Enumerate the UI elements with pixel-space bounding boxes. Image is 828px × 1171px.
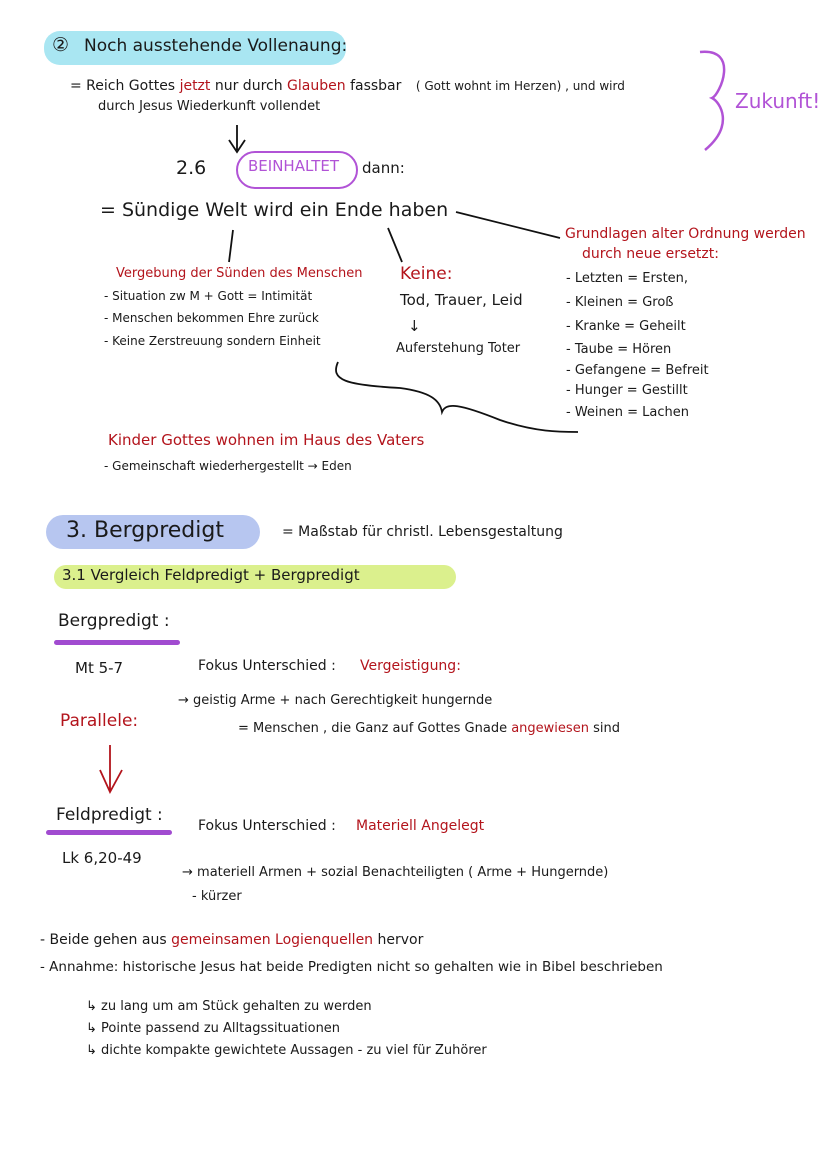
bergpredigt-ref: Mt 5-7: [75, 659, 124, 677]
vergebung-title: Vergebung der Sünden des Menschen: [116, 266, 363, 281]
list-item: - Kranke = Geheilt: [566, 319, 686, 334]
feld-point: → materiell Armen + sozial Benachteiligten ( Arme + Hungernde): [182, 865, 609, 880]
dann-word: dann:: [362, 159, 405, 177]
list-item: - Keine Zerstreuung sondern Einheit: [104, 334, 321, 348]
keine-result: Auferstehung Toter: [396, 341, 521, 356]
sub-number: 2.6: [176, 157, 207, 179]
annahme-line: - Annahme: historische Jesus hat beide Predigten nicht so gehalten wie in Bibel beschrieben: [40, 959, 663, 975]
text-fragment: hervor: [377, 932, 424, 948]
list-item: - Menschen bekommen Ehre zurück: [104, 311, 319, 325]
section-heading: 3. Bergpredigt: [66, 518, 224, 543]
red-word: gemeinsamen Logienquellen: [171, 932, 374, 948]
berg-fokus: Vergeistigung:: [360, 658, 461, 674]
beide-line: [40, 932, 423, 948]
main-statement: = Sündige Welt wird ein Ende haben: [100, 199, 449, 221]
keine-title: Keine:: [400, 264, 453, 284]
feld-fokus: Materiell Angelegt: [356, 818, 485, 834]
feldpredigt-ref: Lk 6,20-49: [62, 849, 142, 867]
section-number: ②: [52, 34, 70, 56]
purple-underline: [46, 830, 172, 835]
berg-point: [238, 722, 620, 737]
text-fragment: = Reich Gottes: [70, 78, 176, 94]
text-fragment: ( Gott wohnt im Herzen) , und wird: [415, 79, 625, 93]
connector-line: [229, 230, 233, 262]
keine-line: Tod, Trauer, Leid: [400, 291, 523, 309]
arrow-shape: [229, 125, 245, 152]
definition-text: = Maßstab für christl. Lebensgestaltung: [282, 524, 563, 540]
fokus-label: Fokus Unterschied :: [198, 818, 336, 834]
feld-point: - kürzer: [192, 889, 242, 904]
text-fragment: = Menschen , die Ganz auf Gottes Gnade: [238, 721, 508, 736]
list-item: - Weinen = Lachen: [566, 405, 689, 420]
list-item: - Hunger = Gestillt: [566, 383, 688, 398]
arrow-shape: [100, 745, 122, 792]
red-word: Glauben: [287, 78, 346, 94]
list-item: - Gefangene = Befreit: [566, 363, 709, 378]
reason-item: ↳ zu lang um am Stück gehalten zu werden: [86, 999, 372, 1014]
reason-item: ↳ dichte kompakte gewichtete Aussagen - zu viel für Zuhörer: [86, 1043, 487, 1058]
brace-shape: [336, 362, 578, 432]
purple-underline: [54, 640, 180, 645]
down-arrow: ↓: [408, 317, 421, 335]
zukunft-note: Zukunft!: [735, 89, 821, 113]
red-word: angewiesen: [511, 721, 589, 736]
list-item: - Situation zw M + Gott = Intimität: [104, 289, 313, 303]
list-item: - Kleinen = Groß: [566, 295, 674, 310]
berg-point: → geistig Arme + nach Gerechtigkeit hungernde: [178, 693, 493, 708]
kinder-title: Kinder Gottes wohnen im Haus des Vaters: [108, 431, 425, 449]
bergpredigt-label: Bergpredigt :: [58, 611, 170, 631]
text-line: durch Jesus Wiederkunft vollendet: [98, 99, 321, 114]
parallele-label: Parallele:: [60, 711, 139, 731]
section-heading: Noch ausstehende Vollenaung:: [84, 36, 348, 56]
text-fragment: sind: [593, 721, 620, 736]
connector-line: [388, 228, 402, 262]
red-word: jetzt: [179, 78, 211, 94]
connector-line: [456, 212, 560, 238]
kinder-line: - Gemeinschaft wiederhergestellt → Eden: [104, 459, 352, 473]
beinhaltet-word: BEINHALTET: [248, 157, 340, 175]
list-item: - Taube = Hören: [566, 342, 672, 357]
reason-item: ↳ Pointe passend zu Alltagssituationen: [86, 1021, 341, 1036]
grundlagen-title: Grundlagen alter Ordnung werden: [565, 226, 806, 242]
feldpredigt-label: Feldpredigt :: [56, 805, 163, 825]
list-item: - Letzten = Ersten,: [566, 271, 689, 286]
sub-heading: 3.1 Vergleich Feldpredigt + Bergpredigt: [62, 566, 360, 584]
grundlagen-title: durch neue ersetzt:: [582, 246, 719, 262]
brace-shape: [700, 52, 724, 150]
text-fragment: - Beide gehen aus: [40, 932, 167, 948]
fokus-label: Fokus Unterschied :: [198, 658, 336, 674]
text-fragment: fassbar: [350, 78, 402, 94]
text-fragment: nur durch: [214, 78, 283, 94]
